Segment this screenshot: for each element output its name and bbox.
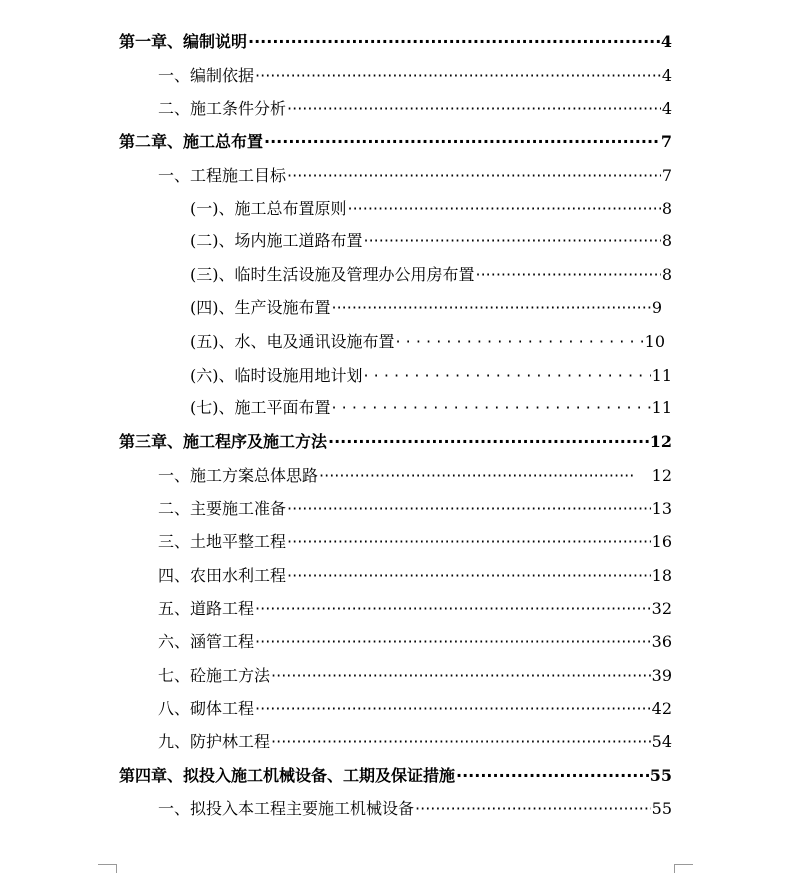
toc-entry-subsection[interactable] bbox=[190, 199, 672, 219]
toc-entry-section[interactable] bbox=[158, 732, 672, 752]
toc-title: 九、防护林工程 bbox=[158, 732, 271, 751]
toc-entry-chapter-3[interactable] bbox=[119, 432, 672, 452]
toc-leader bbox=[328, 432, 649, 452]
toc-title: (五)、水、电及通讯设施布置 bbox=[190, 332, 395, 351]
toc-page: 36 bbox=[651, 632, 672, 651]
toc-page: 4 bbox=[660, 32, 672, 51]
toc-page: 4 bbox=[661, 99, 672, 118]
toc-entry-section[interactable] bbox=[158, 532, 672, 552]
toc-entry-subsection[interactable] bbox=[190, 366, 672, 386]
toc-page: 9 bbox=[651, 298, 662, 317]
toc-leader bbox=[364, 231, 661, 251]
toc-page: 10 bbox=[644, 332, 665, 351]
toc-entry-section[interactable] bbox=[158, 466, 672, 486]
toc-entry-subsection[interactable] bbox=[190, 298, 662, 318]
toc-leader bbox=[264, 132, 660, 152]
toc-leader bbox=[396, 332, 644, 352]
toc-title: 五、道路工程 bbox=[158, 599, 255, 618]
toc-leader bbox=[287, 499, 651, 519]
toc-title: 一、拟投入本工程主要施工机械设备 bbox=[158, 799, 415, 818]
toc-title: 六、涵管工程 bbox=[158, 632, 255, 651]
toc-title: (七)、施工平面布置 bbox=[190, 398, 331, 417]
toc-entry-section[interactable] bbox=[158, 99, 672, 119]
toc-entry-subsection[interactable] bbox=[190, 332, 665, 352]
toc-entry-subsection[interactable] bbox=[190, 265, 672, 285]
toc-page: 39 bbox=[651, 666, 672, 685]
toc-leader bbox=[287, 99, 661, 119]
toc-page: 13 bbox=[651, 499, 672, 518]
toc-title: (一)、施工总布置原则 bbox=[190, 199, 347, 218]
toc-leader bbox=[319, 466, 634, 486]
toc-entry-section[interactable] bbox=[158, 499, 672, 519]
toc-page: 55 bbox=[649, 766, 672, 785]
toc-entry-section[interactable] bbox=[158, 599, 672, 619]
toc-entry-chapter-4[interactable] bbox=[119, 766, 672, 786]
toc-entry-section[interactable] bbox=[158, 566, 672, 586]
toc-entry-section[interactable] bbox=[158, 632, 672, 652]
toc-page: 18 bbox=[651, 566, 672, 585]
toc-entry-subsection[interactable] bbox=[190, 231, 672, 251]
toc-page: 16 bbox=[651, 532, 672, 551]
toc-title: (四)、生产设施布置 bbox=[190, 298, 331, 317]
toc-page: 11 bbox=[651, 398, 672, 417]
toc-page: 11 bbox=[651, 366, 672, 385]
toc-title: (六)、临时设施用地计划 bbox=[190, 366, 363, 385]
toc-entry-subsection[interactable] bbox=[190, 398, 672, 418]
toc-leader bbox=[255, 632, 651, 652]
toc-leader bbox=[255, 699, 651, 719]
toc-page: 32 bbox=[651, 599, 672, 618]
toc-leader bbox=[255, 599, 651, 619]
toc-leader bbox=[248, 32, 660, 52]
toc-page: 55 bbox=[651, 799, 672, 818]
toc-title: 七、砼施工方法 bbox=[158, 666, 271, 685]
toc-leader bbox=[456, 766, 649, 786]
toc-leader bbox=[364, 366, 651, 386]
toc-title: 一、工程施工目标 bbox=[158, 166, 287, 185]
toc-page: 54 bbox=[651, 732, 672, 751]
toc-title: 三、土地平整工程 bbox=[158, 532, 287, 551]
toc-page: 12 bbox=[649, 432, 672, 451]
toc-leader bbox=[476, 265, 661, 285]
toc-leader bbox=[332, 398, 651, 418]
toc-entry-section[interactable] bbox=[158, 799, 672, 819]
toc-leader bbox=[271, 666, 651, 686]
toc-title: 二、施工条件分析 bbox=[158, 99, 287, 118]
toc-entry-section[interactable] bbox=[158, 66, 672, 86]
toc-title: 二、主要施工准备 bbox=[158, 499, 287, 518]
toc-leader bbox=[287, 166, 661, 186]
toc-page: 4 bbox=[661, 66, 672, 85]
toc-page: 7 bbox=[661, 166, 672, 185]
toc-title: 一、编制依据 bbox=[158, 66, 255, 85]
toc-leader bbox=[332, 298, 651, 318]
toc-leader bbox=[348, 199, 661, 219]
toc-entry-section[interactable] bbox=[158, 666, 672, 686]
toc-leader bbox=[287, 532, 651, 552]
toc-leader bbox=[415, 799, 651, 819]
toc-title: 第一章、编制说明 bbox=[119, 32, 248, 51]
toc-title: 一、施工方案总体思路 bbox=[158, 466, 319, 485]
toc-title: 第四章、拟投入施工机械设备、工期及保证措施 bbox=[119, 766, 456, 785]
toc-leader bbox=[287, 566, 651, 586]
toc-entry-section[interactable] bbox=[158, 166, 672, 186]
toc-page: 7 bbox=[660, 132, 672, 151]
toc-title: 八、砌体工程 bbox=[158, 699, 255, 718]
toc-page: 8 bbox=[661, 265, 672, 284]
toc-entry-section[interactable] bbox=[158, 699, 672, 719]
toc-leader bbox=[255, 66, 661, 86]
toc-entry-chapter-1[interactable] bbox=[119, 32, 672, 52]
toc-title: (三)、临时生活设施及管理办公用房布置 bbox=[190, 265, 475, 284]
toc-title: 第三章、施工程序及施工方法 bbox=[119, 432, 328, 451]
toc-page: 12 bbox=[651, 466, 672, 485]
toc-title: 四、农田水利工程 bbox=[158, 566, 287, 585]
toc-leader bbox=[271, 732, 651, 752]
toc-page: 8 bbox=[661, 231, 672, 250]
toc-page: 42 bbox=[651, 699, 672, 718]
toc-title: 第二章、施工总布置 bbox=[119, 132, 264, 151]
toc-title: (二)、场内施工道路布置 bbox=[190, 231, 363, 250]
toc-entry-chapter-2[interactable] bbox=[119, 132, 672, 152]
toc-page: 8 bbox=[661, 199, 672, 218]
